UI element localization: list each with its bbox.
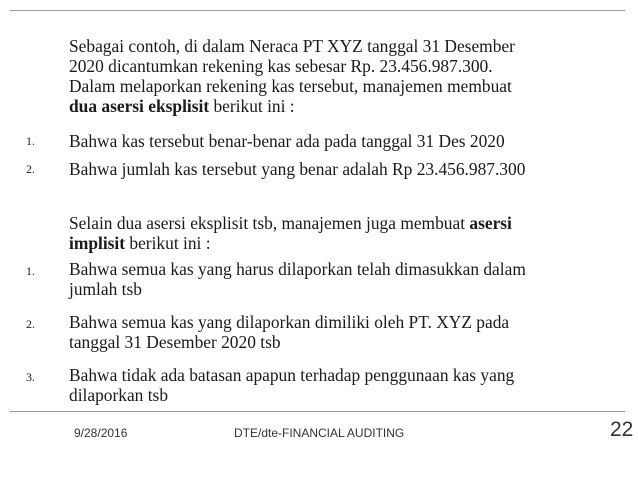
- intro-line-1: Sebagai contoh, di dalam Neraca PT XYZ tanggal 31 Desember: [69, 36, 515, 56]
- page-number: 22: [610, 418, 634, 441]
- explicit-item-number: 1.: [26, 134, 35, 148]
- implicit-item-line-1: Bahwa semua kas yang dilaporkan dimiliki oleh PT. XYZ pada: [69, 312, 510, 332]
- second-bold-implisit: implisit: [69, 233, 126, 253]
- implicit-item-number: 3.: [26, 370, 35, 384]
- second-line-2-rest: berikut ini :: [125, 233, 211, 253]
- implicit-item-number: 1.: [26, 264, 35, 278]
- implicit-item-line-2: dilaporkan tsb: [69, 385, 169, 405]
- second-line-1-text: Selain dua asersi eksplisit tsb, manajemen juga membuat: [69, 213, 470, 233]
- footer-title: DTE/dte-FINANCIAL AUDITING: [234, 426, 405, 440]
- intro-line-4-rest: berikut ini :: [209, 96, 295, 116]
- intro-line-2: 2020 dicantumkan rekening kas sebesar Rp. 23.456.987.300.: [69, 56, 493, 76]
- implicit-item-line-2: tanggal 31 Desember 2020 tsb: [69, 332, 281, 352]
- second-line-2: [69, 233, 211, 253]
- intro-line-4: [69, 96, 295, 116]
- implicit-item-line-2: jumlah tsb: [69, 279, 142, 299]
- explicit-item-text: Bahwa kas tersebut benar-benar ada pada tanggal 31 Des 2020: [69, 131, 505, 151]
- explicit-item-number: 2.: [26, 162, 35, 176]
- intro-bold-phrase: dua asersi eksplisit: [69, 96, 210, 116]
- implicit-item-line-1: Bahwa tidak ada batasan apapun terhadap penggunaan kas yang: [69, 365, 515, 385]
- implicit-item-number: 2.: [26, 317, 35, 331]
- explicit-item-text: Bahwa jumlah kas tersebut yang benar adalah Rp 23.456.987.300: [69, 159, 526, 179]
- second-line-1: [69, 213, 512, 233]
- intro-line-3: Dalam melaporkan rekening kas tersebut, manajemen membuat: [69, 76, 512, 96]
- implicit-item-line-1: Bahwa semua kas yang harus dilaporkan telah dimasukkan dalam: [69, 259, 526, 279]
- second-bold-asersi: asersi: [469, 213, 512, 233]
- footer-date: 9/28/2016: [74, 426, 128, 440]
